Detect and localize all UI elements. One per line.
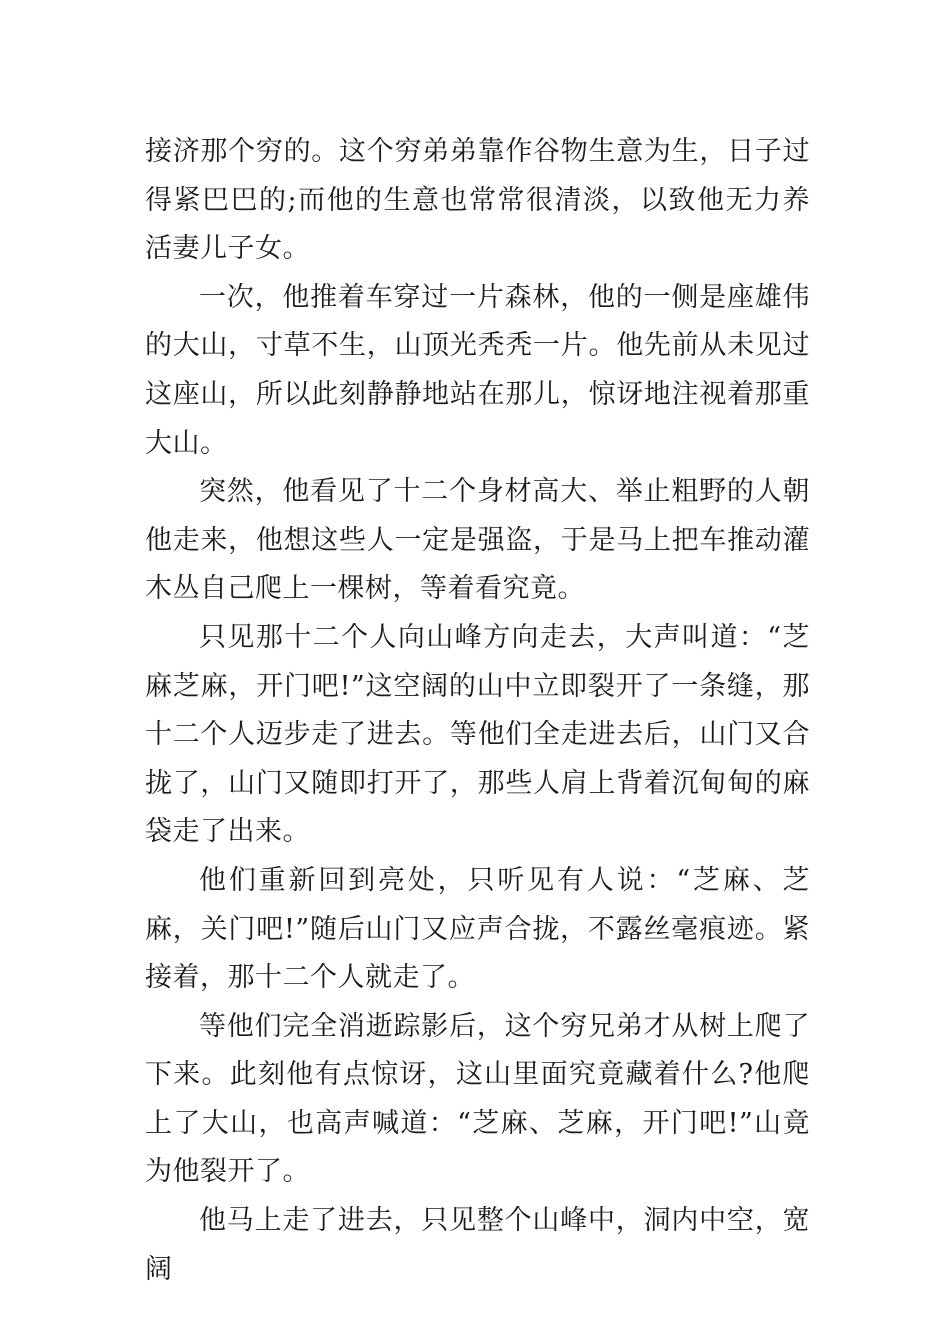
paragraph-7: 他马上走了进去，只见整个山峰中，洞内中空，宽阔 — [145, 1205, 810, 1285]
paragraph-6: 等他们完全消逝踪影后，这个穷兄弟才从树上爬了下来。此刻他有点惊讶，这山里面究竟藏着什么?他爬上了大山，也高声喊道：“芝麻、芝麻，开门吧!”山竟为他裂开了。 — [145, 1010, 810, 1188]
paragraph-3: 突然，他看见了十二个身材高大、举止粗野的人朝他走来，他想这些人一定是强盗，于是马上把车推动灌木丛自己爬上一棵树，等着看究竟。 — [145, 476, 810, 605]
paragraph-5: 他们重新回到亮处，只听见有人说：“芝麻、芝麻，关门吧!”随后山门又应声合拢，不露丝毫痕迹。紧接着，那十二个人就走了。 — [145, 864, 810, 994]
body-text — [145, 128, 810, 1294]
paragraph-2: 一次，他推着车穿过一片森林，他的一侧是座雄伟的大山，寸草不生，山顶光秃秃一片。他先前从未见过这座山，所以此刻静静地站在那儿，惊讶地注视着那重大山。 — [145, 281, 810, 459]
paragraph-1: 接济那个穷的。这个穷弟弟靠作谷物生意为生，日子过得紧巴巴的;而他的生意也常常很清淡，以致他无力养活妻儿子女。 — [145, 136, 810, 265]
paragraph-4: 只见那十二个人向山峰方向走去，大声叫道：“芝麻芝麻，开门吧!”这空阔的山中立即裂开了一条缝，那十二个人迈步走了进去。等他们全走进去后，山门又合拢了，山门又随即打开了，那些人肩上背着沉甸甸的麻袋走了出来。 — [145, 621, 810, 848]
